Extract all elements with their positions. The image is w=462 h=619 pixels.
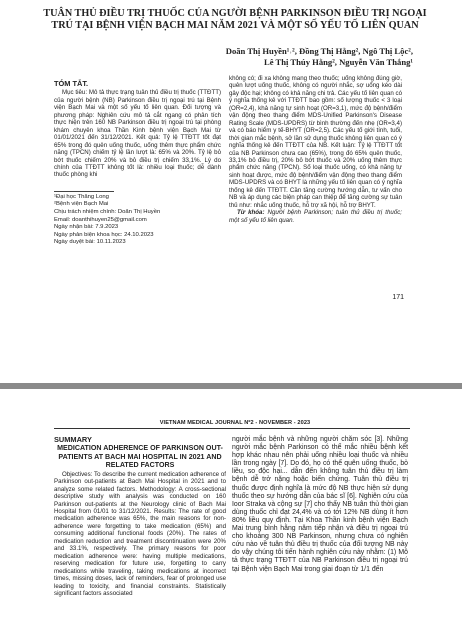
page-number: 171 [392,294,404,301]
summary-heading-vietnamese: TÓM TẮT. [54,79,89,88]
right-column [229,75,402,224]
footnote-corresponding-author: Chịu trách nhiệm chính: Doãn Thị Huyền [54,209,161,216]
footnote-review-date: Ngày phản biện khoa học: 24.10.2023 [54,231,154,238]
introduction-text: người mắc bệnh và những người chăm sóc [3]. Những người mắc bệnh Parkinson có thể mắc nhiều bệnh kết hợp khác nhau nên phải uống nhiều loại thuốc và nhiều lần trong ngày [7]. Do đó, họ có thể quên uống thuốc, bỏ liều, so độc hại... dẫn đến không tuân thủ điều trị làm bệnh dễ trở nặng hoặc biến chứng. Tuân thủ điều trị thuốc được định nghĩa là mức độ NB thực hiện sử dụng thuốc theo sự hướng dẫn của bác sĩ [6]. Nghiên cứu của Ioor Straka và cộng sự [7] cho thấy NB tuân thủ thời gian dùng thuốc chỉ đạt 24,4% và có tới 12% NB dùng ít hơn 80% liều quy định. Tại Khoa Thần kinh bệnh viện Bạch Mai trung bình hằng năm tiếp nhận và điều trị ngoại trú cho khoảng 300 NB Parkinson, nhưng chưa có nghiên cứu nào về tuân thủ điều trị thuốc của đối tượng NB này do vậy chúng tôi tiến hành nghiên cứu này nhằm: (1) Mô tả thực trạng TTĐTT của NB Parkinson điều trị ngoại trú tại Bệnh viện Bạch Mai trong giai đoạn từ 1/1 đến [232,436,408,573]
author-list [153,46,413,68]
summary-heading-english: SUMMARY [54,435,92,444]
article-title-english: MEDICATION ADHERENCE OF PARKINSON OUT-PATIENTS AT BACH MAI HOSPITAL IN 2021 AND RELATED FACTORS [57,444,223,469]
keywords-line [229,209,402,224]
author-line-2: Lê Thị Thúy Hằng², Nguyễn Văn Thắng¹ [263,56,413,67]
journal-running-header: VIETNAM MEDICAL JOURNAL Nº2 - NOVEMBER - 2023 [159,420,311,426]
footnote-affiliation-1: ¹Đại học Thăng Long [54,193,109,200]
footnote-accepted-date: Ngày duyệt bài: 10.11.2023 [54,239,126,246]
journal-page-next [0,389,462,619]
article-title-vietnamese: TUÂN THỦ ĐIỀU TRỊ THUỐC CỦA NGƯỜI BỆNH PARKINSON ĐIỀU TRỊ NGOẠI TRÚ TẠI BỆNH VIỆN BẠCH MAI NĂM 2021 VÀ MỘT SỐ YẾU TỐ LIÊN QUAN [43,8,427,32]
left-column-english [54,436,226,597]
abstract-vietnamese-part2: không có; đi xa không mang theo thuốc; uống không đúng giờ, quên lượt uống thuốc, không có người nhắc, sợ uống kéo dài gây độc hại; không có khả năng chi trả. Các yếu tố liên quan có ý nghĩa thống kê với TTĐTT bao gồm: số lượng thuốc < 3 loại (OR=2,4), khả năng tự sinh hoạt (OR=3,1), mức độ bệnh/điểm vận động theo thang điểm MDS-Unified Parkinson's Disease Rating Scale (MDS-UPDRS) từ bình thường đến nhẹ (OR=3,4) và có báo hiểm y tế-BHYT (OR=2,5). Các yếu tố giới tính, tuổi, thời gian mắc bệnh, sở lần sử dụng thuốc không liên quan có ý nghĩa thống kê đến TTĐTT của NB. Kết luận: Tỷ lệ TTĐTT tốt của NB Parkinson chưa cao (65%), trong đó 65% quên thuốc, 33,1% bỏ điều trị, 20% bỏ bớt thuốc và 20% uống thêm thực phẩm chức năng (TPCN). Số loại thuốc uống, có khả năng tự sinh hoạt được, mức độ bệnh/điểm vận động theo thang điểm MDS-UPDRS và có BHYT là những yếu tố liên quan có ý nghĩa thống kê đến TTĐTT. Cần tăng cường hướng dẫn, tư vấn cho NB và áp dụng các biện pháp can thiệp để tăng cường sự tuân thủ như: nhắc uống thuốc, hỗ trợ xã hội, hỗ trợ BHYT. [229,75,402,209]
footnote-received-date: Ngày nhận bài: 7.9.2023 [54,224,119,231]
header-rule [54,428,410,429]
right-column-introduction [232,436,408,574]
abstract-english: Objectives: To describe the current medication adherence of Parkinson out-patients at Bach Mai Hospital in 2021 and to analyze some related factors. Methodology: A cross-sectional descriptive study with analysis was conducted on 160 Parkinson out-patients at the Neurology clinic of Bach Mai Hospital from 01/01 to 31/12/2021. Results: The rate of good medication adherence was 65%, the main reasons for non-adherence were forgetting to take medication (65%) and consuming additional functional foods (20%). The rates of medication reduction and treatment discontinuation were 20% and 33.1%, respectively. The primary reasons for poor medication adherence were: having multiple medications, reserving medication for future use, forgetting to carry medications while traveling, taking medications at incorrect times, missing doses, lack of reminders, fear of prolonged use leading to toxicity, and financial constraints. Statistically significant factors associated [54,470,226,597]
keywords-text: Người bệnh Parkinson; tuân thủ điều trị thuốc; một số yếu tố liên quan. [229,209,403,224]
footnotes [54,194,221,247]
footnote-divider [54,191,114,192]
keywords-label: Từ khóa: [237,209,265,217]
abstract-vietnamese-part1: Mục tiêu: Mô tả thực trạng tuân thủ điều trị thuốc (TTĐTT) của người bệnh (NB) Parkinson điều trị ngoại trú tại Bệnh viện Bạch Mai và một số yếu tố liên quan. Đối tượng và phương pháp: Nghiên cứu mô tả cắt ngang có phân tích thực hiện trên 160 NB Parkinson điều trị ngoại trú tại phòng khám chuyên khoa Thần Kinh bệnh viện Bạch Mai từ 01/01/2021 đến 31/12/2021. Kết quả: Tỷ lệ TTĐTT tốt đạt 65% trong đó quên uống thuốc, uống thêm thực phẩm chức năng (TPCN) chiếm tỷ lệ lần lượt là: 65% và 20%. Tỷ lệ bỏ bớt thuốc chiếm 20% và bỏ điều trị chiếm 33,1%. Lý do chính của TTĐTT không tốt là: nhiều loại thuốc; dễ dành thuốc phòng khi [54,89,221,179]
footnote-email: Email: doanthihuyen25@gmail.com [54,216,147,223]
author-line-1: Doãn Thị Huyền¹˒², Đồng Thị Hằng², Ngô Thị Lộc², [225,46,413,56]
left-column [54,80,221,247]
footnote-affiliation-2: ²Bệnh viện Bạch Mai [54,201,109,208]
